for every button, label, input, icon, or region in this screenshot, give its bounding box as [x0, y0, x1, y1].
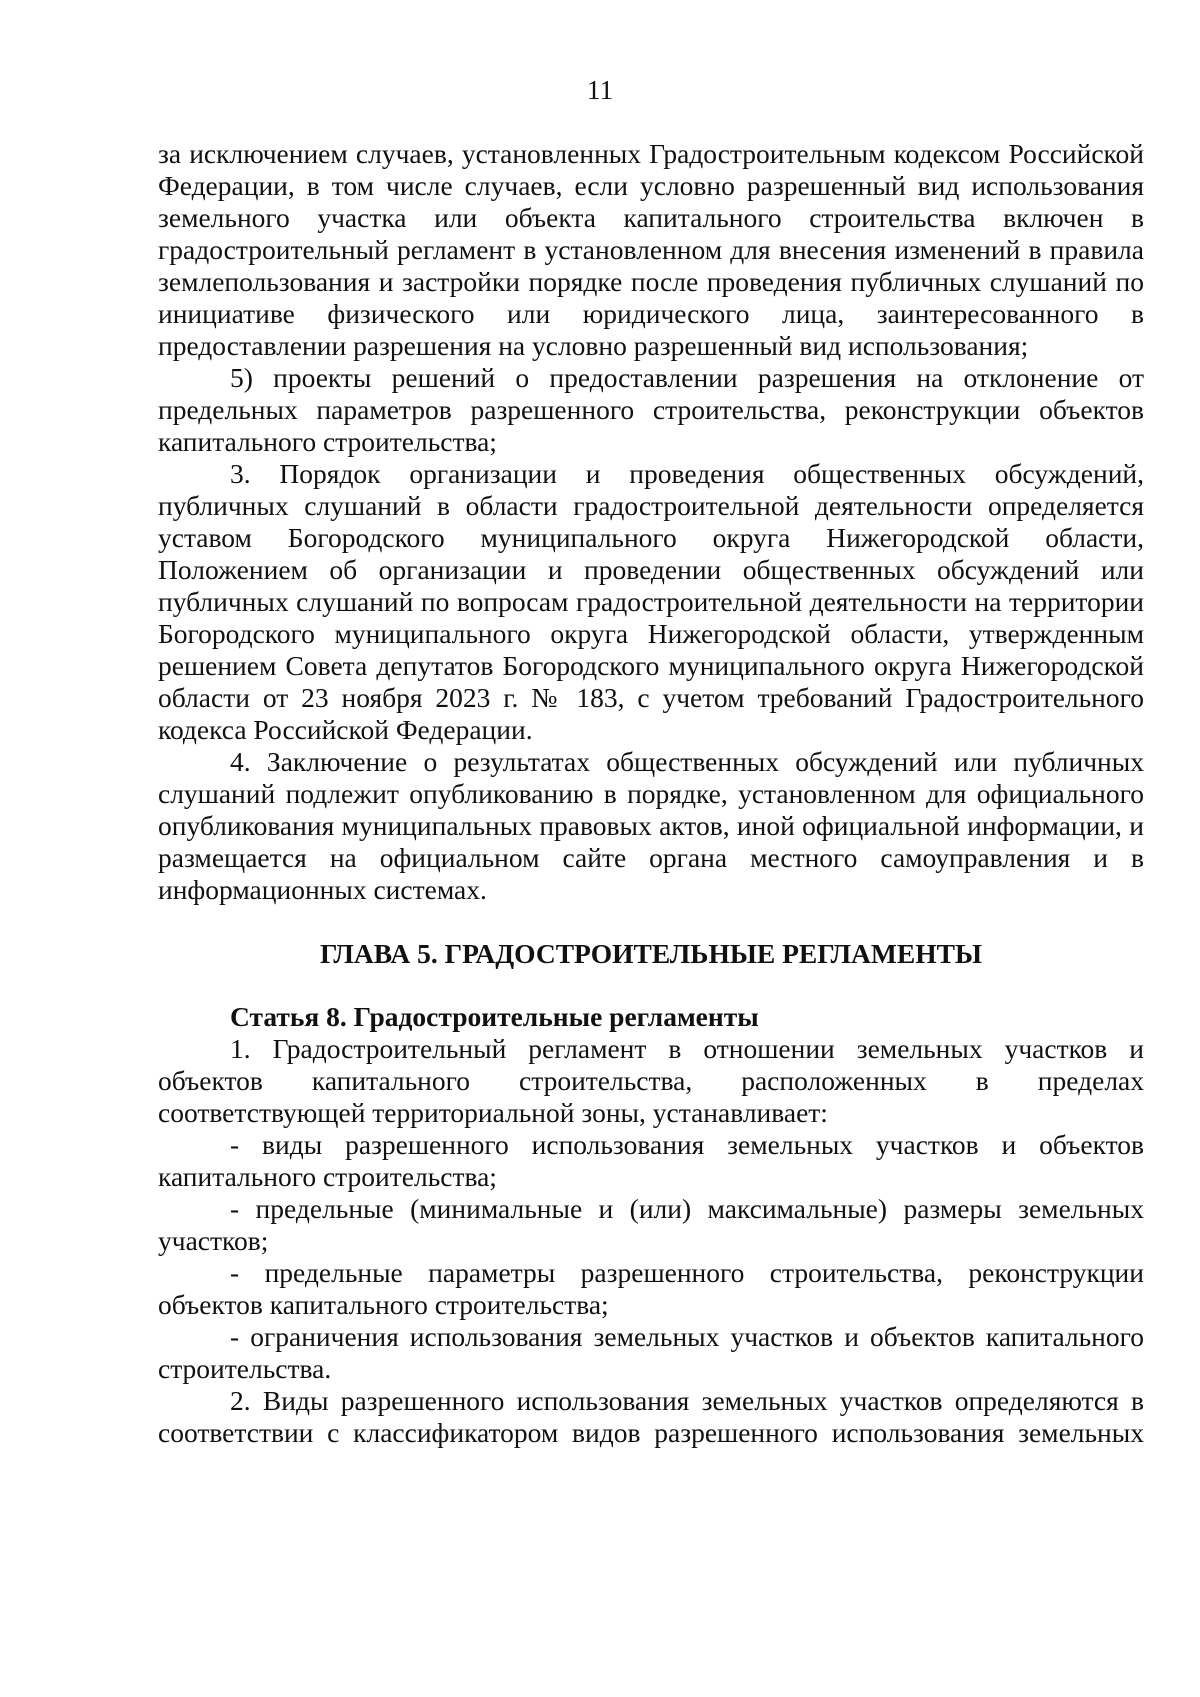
paragraph-4: 4. Заключение о результатах общественных обсуждений или публичных слушаний подлежит опубликованию в порядке, установленном для официального опубликования муниципальных правовых актов, иной официальной информации, и размещается на официальном сайте органа местного самоуправления и в информационных системах. [158, 746, 1144, 905]
list-item-plot-sizes: - предельные (минимальные и (или) максимальные) размеры земельных участков; [158, 1193, 1144, 1256]
article-paragraph-2: 2. Виды разрешенного использования земельных участков определяются в соответствии с классификатором видов разрешенного использования земельных [158, 1385, 1144, 1448]
article-title: Статья 8. Градостроительные регламенты [230, 1001, 759, 1032]
document-body [158, 138, 1144, 1449]
paragraph-continuation: за исключением случаев, установленных Градостроительным кодексом Российской Федерации, в том числе случаев, если условно разрешенный вид использования земельного участка или объекта капитального строительства включен в градостроительный регламент в установленном для внесения изменений в правила землепользования и застройки порядке после проведения публичных слушаний по инициативе физического или юридического лица, заинтересованного в предоставлении разрешения на условно разрешенный вид использования; [158, 138, 1144, 361]
page-number: 11 [586, 74, 614, 105]
paragraph-3: 3. Порядок организации и проведения общественных обсуждений, публичных слушаний в области градостроительной деятельности определяется уставом Богородского муниципального округа Нижегородской области, Положением об организации и проведении общественных обсуждений или публичных слушаний по вопросам градостроительной деятельности на территории Богородского муниципального округа Нижегородской области, утвержденным решением Совета депутатов Богородского муниципального округа Нижегородской области от 23 ноября 2023 г. № 183, с учетом требований Градостроительного кодекса Российской Федерации. [158, 458, 1144, 745]
article-paragraph-1: 1. Градостроительный регламент в отношении земельных участков и объектов капитального строительства, расположенных в пределах соответствующей территориальной зоны, устанавливает: [158, 1033, 1144, 1128]
list-item-construction-parameters: - предельные параметры разрешенного строительства, реконструкции объектов капитального строительства; [158, 1257, 1144, 1320]
paragraph-item-5: 5) проекты решений о предоставлении разрешения на отклонение от предельных параметров разрешенного строительства, реконструкции объектов капитального строительства; [158, 362, 1144, 457]
list-item-permitted-uses: - виды разрешенного использования земельных участков и объектов капитального строительства; [158, 1129, 1144, 1192]
list-item-use-restrictions: - ограничения использования земельных участков и объектов капитального строительства. [158, 1321, 1144, 1384]
chapter-title: ГЛАВА 5. ГРАДОСТРОИТЕЛЬНЫЕ РЕГЛАМЕНТЫ [320, 938, 982, 969]
